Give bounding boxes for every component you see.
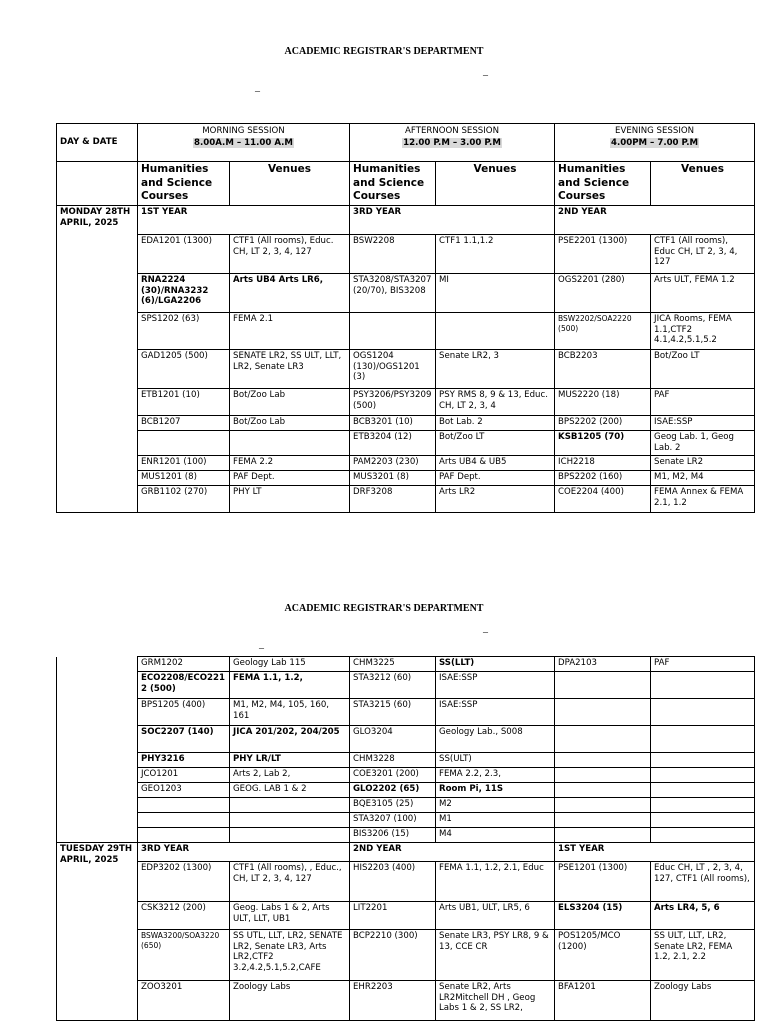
venue-cell: ISAE:SSP <box>651 416 755 431</box>
venue-cell: PAF <box>651 657 755 672</box>
course-cell: LIT2201 <box>350 902 436 930</box>
venue-cell: Educ CH, LT , 2, 3, 4, 127, CTF1 (All rooms), <box>651 862 755 902</box>
venue-cell: Bot/Zoo Lab <box>230 416 350 431</box>
course-cell: BCB2203 <box>555 350 651 389</box>
venue-cell: Arts ULT, FEMA 1.2 <box>651 274 755 313</box>
venue-cell: PAF Dept. <box>230 471 350 486</box>
course-cell: BQE3105 (25) <box>350 798 436 813</box>
table-row <box>57 726 755 753</box>
table-row <box>57 657 755 672</box>
table-row <box>57 902 755 930</box>
course-cell: ECO2208/ECO2212 (500) <box>138 672 230 699</box>
course-cell: OGS2201 (280) <box>555 274 651 313</box>
venue-cell: M4 <box>436 828 555 843</box>
course-cell: COE2204 (400) <box>555 486 651 513</box>
venue-cell: M2 <box>436 798 555 813</box>
venue-cell: Bot/Zoo Lab <box>230 389 350 416</box>
session-time: 4.00PM – 7.00 P.M <box>611 137 699 148</box>
year-row <box>57 206 755 235</box>
venue-cell <box>230 431 350 456</box>
course-cell: GEO1203 <box>138 783 230 798</box>
table-row <box>57 456 755 471</box>
venue-cell <box>651 768 755 783</box>
year-label: 1ST YEAR <box>555 843 755 862</box>
course-cell: BSW2208 <box>350 235 436 274</box>
table-row <box>57 862 755 902</box>
table-row <box>57 828 755 843</box>
course-cell: CHM3228 <box>350 753 436 768</box>
venue-cell <box>651 699 755 726</box>
venue-cell: Zoology Labs <box>230 981 350 1021</box>
course-cell: PSY3206/PSY3209 (500) <box>350 389 436 416</box>
course-cell: DRF3208 <box>350 486 436 513</box>
empty-cell <box>57 162 138 206</box>
day-date-cell <box>57 657 138 843</box>
course-cell <box>138 813 230 828</box>
course-cell: ETB3204 (12) <box>350 431 436 456</box>
session-name: AFTERNOON SESSION <box>405 126 499 136</box>
venue-cell: SS UTL, LLT, LR2, SENATE LR2, Senate LR3, Arts LR2,CTF2 3.2,4.2,5.1,5.2,CAFE <box>230 930 350 981</box>
venue-cell: Geog Lab. 1, Geog Lab. 2 <box>651 431 755 456</box>
title-dash: – <box>483 627 488 638</box>
courses-header: Humanities and Science Courses <box>350 162 436 206</box>
day-date-cell: MONDAY 28TH APRIL, 2025 <box>57 206 138 513</box>
course-cell: BCB3201 (10) <box>350 416 436 431</box>
venue-cell <box>230 798 350 813</box>
session-time: 8.00A.M – 11.00 A.M <box>194 137 293 148</box>
venue-cell: GEOG. LAB 1 & 2 <box>230 783 350 798</box>
course-cell: BSW2202/SOA2220 (500) <box>555 313 651 350</box>
timetable-monday <box>56 123 755 513</box>
morning-session-header <box>138 124 350 162</box>
venue-cell: Arts UB1, ULT, LR5, 6 <box>436 902 555 930</box>
day-date-header: DAY & DATE <box>57 124 138 162</box>
venue-cell: CTF1 (All rooms), Educ. CH, LT 2, 3, 4, 127 <box>230 235 350 274</box>
table-row <box>57 486 755 513</box>
course-cell: BPS2202 (160) <box>555 471 651 486</box>
venue-cell: Room Pi, 11S <box>436 783 555 798</box>
table-row <box>57 235 755 274</box>
course-cell: ELS3204 (15) <box>555 902 651 930</box>
course-cell: MUS1201 (8) <box>138 471 230 486</box>
page-title-2: ACADEMIC REGISTRAR'S DEPARTMENT <box>284 603 484 614</box>
course-cell: GLO2202 (65) <box>350 783 436 798</box>
table-row <box>57 753 755 768</box>
venue-cell: FEMA 2.2, 2.3, <box>436 768 555 783</box>
timetable-tuesday <box>56 656 755 1021</box>
venue-cell <box>436 313 555 350</box>
course-cell: STA3208/STA3207 (20/70), BIS3208 <box>350 274 436 313</box>
venue-cell: Arts UB4 & UB5 <box>436 456 555 471</box>
venue-cell: PAF <box>651 389 755 416</box>
venue-cell: Arts UB4 Arts LR6, <box>230 274 350 313</box>
venue-cell: PSY RMS 8, 9 & 13, Educ. CH, LT 2, 3, 4 <box>436 389 555 416</box>
venue-cell: MI <box>436 274 555 313</box>
venue-cell: FEMA Annex & FEMA 2.1, 1.2 <box>651 486 755 513</box>
course-cell: GAD1205 (500) <box>138 350 230 389</box>
table-row <box>57 350 755 389</box>
course-cell: GRM1202 <box>138 657 230 672</box>
venue-cell: ISAE:SSP <box>436 672 555 699</box>
course-cell <box>138 798 230 813</box>
course-cell: EDP3202 (1300) <box>138 862 230 902</box>
table-row <box>57 313 755 350</box>
course-cell: PHY3216 <box>138 753 230 768</box>
course-cell <box>350 313 436 350</box>
venue-cell: SENATE LR2, SS ULT, LLT, LR2, Senate LR3 <box>230 350 350 389</box>
course-cell <box>555 753 651 768</box>
venue-cell: Geology Lab 115 <box>230 657 350 672</box>
session-time: 12.00 P.M – 3.00 P.M <box>403 137 501 148</box>
course-cell: MUS3201 (8) <box>350 471 436 486</box>
venue-cell: ISAE:SSP <box>436 699 555 726</box>
venue-cell: PHY LR/LT <box>230 753 350 768</box>
title-dash: – <box>255 86 260 97</box>
table-row <box>57 783 755 798</box>
venues-header: Venues <box>651 162 755 206</box>
venue-cell: Geog. Labs 1 & 2, Arts ULT, LLT, UB1 <box>230 902 350 930</box>
page-title-1: ACADEMIC REGISTRAR'S DEPARTMENT <box>284 46 484 57</box>
course-cell: BIS3206 (15) <box>350 828 436 843</box>
venue-cell <box>651 672 755 699</box>
course-cell: CHM3225 <box>350 657 436 672</box>
course-cell: GLO3204 <box>350 726 436 753</box>
venue-cell <box>230 813 350 828</box>
course-cell: KSB1205 (70) <box>555 431 651 456</box>
course-cell: PSE2201 (1300) <box>555 235 651 274</box>
venue-cell: CTF1 (All rooms), Educ CH, LT 2, 3, 4, 127 <box>651 235 755 274</box>
venue-cell: PHY LT <box>230 486 350 513</box>
course-cell: BFA1201 <box>555 981 651 1021</box>
table-row <box>57 930 755 981</box>
venue-cell: Senate LR3, PSY LR8, 9 & 13, CCE CR <box>436 930 555 981</box>
venue-cell: FEMA 2.2 <box>230 456 350 471</box>
year-row <box>57 843 755 862</box>
table-row <box>57 768 755 783</box>
course-cell <box>555 768 651 783</box>
course-cell <box>555 783 651 798</box>
table-row <box>57 981 755 1021</box>
courses-header: Humanities and Science Courses <box>138 162 230 206</box>
venues-header: Venues <box>436 162 555 206</box>
venue-cell <box>651 726 755 753</box>
evening-session-header <box>555 124 755 162</box>
year-label: 1ST YEAR <box>138 206 350 235</box>
table-row <box>57 431 755 456</box>
course-cell: BCP2210 (300) <box>350 930 436 981</box>
course-cell <box>555 798 651 813</box>
venue-cell: Arts LR4, 5, 6 <box>651 902 755 930</box>
title-dash: – <box>259 643 264 654</box>
year-label: 2ND YEAR <box>555 206 755 235</box>
title-dash: – <box>483 70 488 81</box>
venues-header: Venues <box>230 162 350 206</box>
venue-cell: JICA Rooms, FEMA 1.1,CTF2 4.1,4.2,5.1,5.2 <box>651 313 755 350</box>
session-name: MORNING SESSION <box>202 126 285 136</box>
column-header-row <box>57 162 755 206</box>
venue-cell: FEMA 2.1 <box>230 313 350 350</box>
year-label: 3RD YEAR <box>138 843 350 862</box>
course-cell: GRB1102 (270) <box>138 486 230 513</box>
venue-cell: CTF1 (All rooms), , Educ., CH, LT 2, 3, 4, 127 <box>230 862 350 902</box>
course-cell: SOC2207 (140) <box>138 726 230 753</box>
venue-cell: PAF Dept. <box>436 471 555 486</box>
venue-cell: SS(ULT) <box>436 753 555 768</box>
course-cell: CSK3212 (200) <box>138 902 230 930</box>
venue-cell: Bot/Zoo LT <box>651 350 755 389</box>
course-cell: SPS1202 (63) <box>138 313 230 350</box>
year-label: 2ND YEAR <box>350 843 555 862</box>
session-name: EVENING SESSION <box>615 126 695 136</box>
course-cell: BPS2202 (200) <box>555 416 651 431</box>
venue-cell <box>651 753 755 768</box>
venue-cell: Geology Lab., S008 <box>436 726 555 753</box>
venue-cell: FEMA 1.1, 1.2, <box>230 672 350 699</box>
venue-cell: Arts LR2 <box>436 486 555 513</box>
course-cell <box>555 813 651 828</box>
course-cell: STA3215 (60) <box>350 699 436 726</box>
afternoon-session-header <box>350 124 555 162</box>
courses-header: Humanities and Science Courses <box>555 162 651 206</box>
venue-cell <box>651 828 755 843</box>
course-cell: OGS1204 (130)/OGS1201 (3) <box>350 350 436 389</box>
course-cell: RNA2224 (30)/RNA3232 (6)/LGA2206 <box>138 274 230 313</box>
venue-cell: Senate LR2, Arts LR2Mitchell DH , Geog Labs 1 & 2, SS LR2, <box>436 981 555 1021</box>
venue-cell: M1, M2, M4, 105, 160, 161 <box>230 699 350 726</box>
venue-cell: M1 <box>436 813 555 828</box>
course-cell: POS1205/MCO (1200) <box>555 930 651 981</box>
course-cell: PSE1201 (1300) <box>555 862 651 902</box>
course-cell <box>138 431 230 456</box>
course-cell <box>555 726 651 753</box>
course-cell: EDA1201 (1300) <box>138 235 230 274</box>
venue-cell <box>651 813 755 828</box>
table-row <box>57 798 755 813</box>
venue-cell: Bot/Zoo LT <box>436 431 555 456</box>
table-row <box>57 699 755 726</box>
venue-cell: JICA 201/202, 204/205 <box>230 726 350 753</box>
course-cell <box>555 699 651 726</box>
course-cell: STA3212 (60) <box>350 672 436 699</box>
venue-cell: CTF1 1.1,1.2 <box>436 235 555 274</box>
venue-cell: Arts 2, Lab 2, <box>230 768 350 783</box>
venue-cell: Zoology Labs <box>651 981 755 1021</box>
venue-cell <box>230 828 350 843</box>
venue-cell: Senate LR2 <box>651 456 755 471</box>
course-cell: BPS1205 (400) <box>138 699 230 726</box>
venue-cell: FEMA 1.1, 1.2, 2.1, Educ <box>436 862 555 902</box>
table-row <box>57 274 755 313</box>
table-row <box>57 813 755 828</box>
venue-cell <box>651 783 755 798</box>
venue-cell: SS ULT, LLT, LR2, Senate LR2, FEMA 1.2, 2.1, 2.2 <box>651 930 755 981</box>
table-row <box>57 416 755 431</box>
day-date-cell: TUESDAY 29TH APRIL, 2025 <box>57 843 138 1021</box>
table-row <box>57 389 755 416</box>
course-cell: DPA2103 <box>555 657 651 672</box>
course-cell: ICH2218 <box>555 456 651 471</box>
venue-cell: Bot Lab. 2 <box>436 416 555 431</box>
venue-cell: SS(LLT) <box>436 657 555 672</box>
course-cell: ZOO3201 <box>138 981 230 1021</box>
course-cell: ENR1201 (100) <box>138 456 230 471</box>
course-cell <box>555 828 651 843</box>
course-cell: STA3207 (100) <box>350 813 436 828</box>
table-row <box>57 672 755 699</box>
course-cell: EHR2203 <box>350 981 436 1021</box>
venue-cell: M1, M2, M4 <box>651 471 755 486</box>
course-cell: PAM2203 (230) <box>350 456 436 471</box>
course-cell: COE3201 (200) <box>350 768 436 783</box>
table-row <box>57 471 755 486</box>
course-cell <box>138 828 230 843</box>
course-cell <box>555 672 651 699</box>
venue-cell <box>651 798 755 813</box>
course-cell: HIS2203 (400) <box>350 862 436 902</box>
course-cell: MUS2220 (18) <box>555 389 651 416</box>
course-cell: JCO1201 <box>138 768 230 783</box>
course-cell: ETB1201 (10) <box>138 389 230 416</box>
venue-cell: Senate LR2, 3 <box>436 350 555 389</box>
course-cell: BSWA3200/SOA3220 (650) <box>138 930 230 981</box>
year-label: 3RD YEAR <box>350 206 555 235</box>
course-cell: BCB1207 <box>138 416 230 431</box>
session-header-row <box>57 124 755 162</box>
